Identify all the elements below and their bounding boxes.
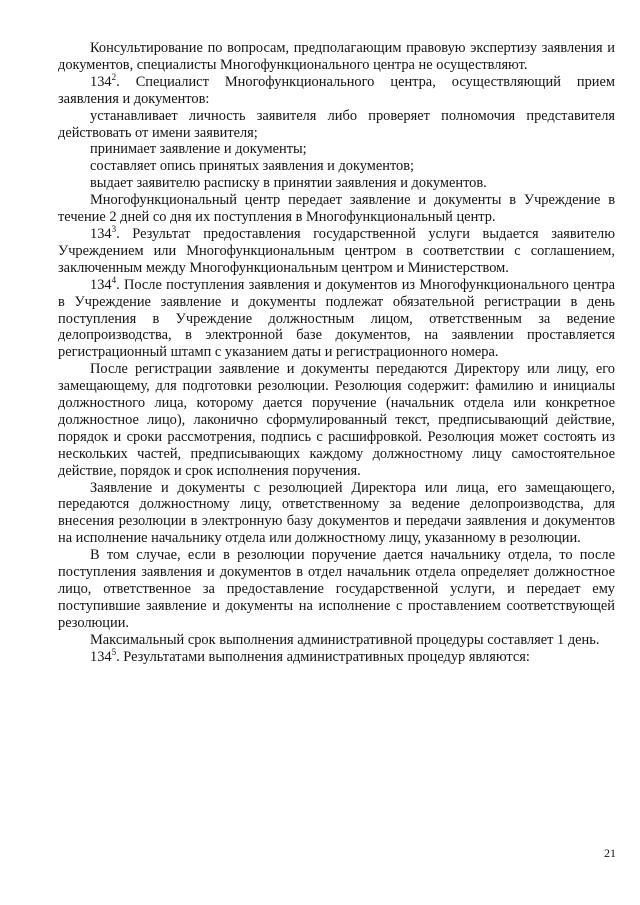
paragraph: Максимальный срок выполнения административной процедуры составляет 1 день. bbox=[90, 631, 600, 648]
paragraph: После регистрации заявление и документы передаются Директору или лицу, его замещающему, для подготовки резолюции. Резолюция содержит: фамилию и инициалы должностного лица, которому дается поручение (начальник отдела или конкретное должностное лицо), лаконично сформулированный текст, предписывающий действие, порядок и сроки рассмотрения, подпись с расшифровкой. Резолюция может состоять из нескольких частей, предписывающих каждому должностному лицу самостоятельное действие, порядок и срок исполнения поручения. bbox=[58, 361, 615, 479]
paragraph: выдает заявителю расписку в принятии заявления и документов. bbox=[90, 175, 487, 192]
paragraph: устанавливает личность заявителя либо проверяет полномочия представителя действовать от имени заявителя; bbox=[58, 107, 615, 141]
paragraph-134-4: $134^4$. После поступления заявления и документов из Многофункционального центра в Учреждение заявление и документы подлежат обязательной регистрации в день поступления в Учреждение должностным лицом, ответственным за ведение делопроизводства, в электронной базе документов, на заявлении проставляется регистрационный штамп с указанием даты и регистрационного номера. bbox=[58, 274, 615, 361]
paragraph-134-5: $134^5$. Результатами выполнения административных процедур являются: bbox=[90, 646, 530, 665]
paragraph: В том случае, если в резолюции поручение дается начальнику отдела, то после поступления заявления и документов в отдел начальник отдела определяет должностное лицо, ответственное за предоставление государственной услуги, и передает ему поступившие заявление и документы на исполнение с проставлением соответствующей резолюции. bbox=[58, 547, 615, 631]
paragraph: составляет опись принятых заявления и документов; bbox=[90, 158, 415, 175]
paragraph: Многофункциональный центр передает заявление и документы в Учреждение в течение 2 дней со дня их поступления в Многофункциональный центр. bbox=[58, 192, 615, 226]
paragraph: Консультирование по вопросам, предполагающим правовую экспертизу заявления и документов, специалисты Многофункционального центра не осуществляют. bbox=[58, 40, 615, 73]
paragraph-134-2: $134^2$. Специалист Многофункционального центра, осуществляющий прием заявления и документов: bbox=[58, 72, 615, 107]
paragraph-134-3: $134^3$. Результат предоставления государственной услуги выдается заявителю Учреждением или Многофункциональным центром в соответствии с соглашением, заключенным между Многофункциональным центром и Министерством. bbox=[58, 224, 615, 276]
paragraph: принимает заявление и документы; bbox=[90, 141, 307, 158]
document-page bbox=[58, 40, 615, 666]
paragraph: Заявление и документы с резолюцией Директора или лица, его замещающего, передаются должностному лицу, ответственному за ведение делопроизводства, для внесения резолюции в электронную базу документов и передачи заявления и документов на исполнение начальнику отдела или должностному лицу, указанному в резолюции. bbox=[58, 479, 615, 547]
page-number: 21 bbox=[604, 846, 616, 860]
